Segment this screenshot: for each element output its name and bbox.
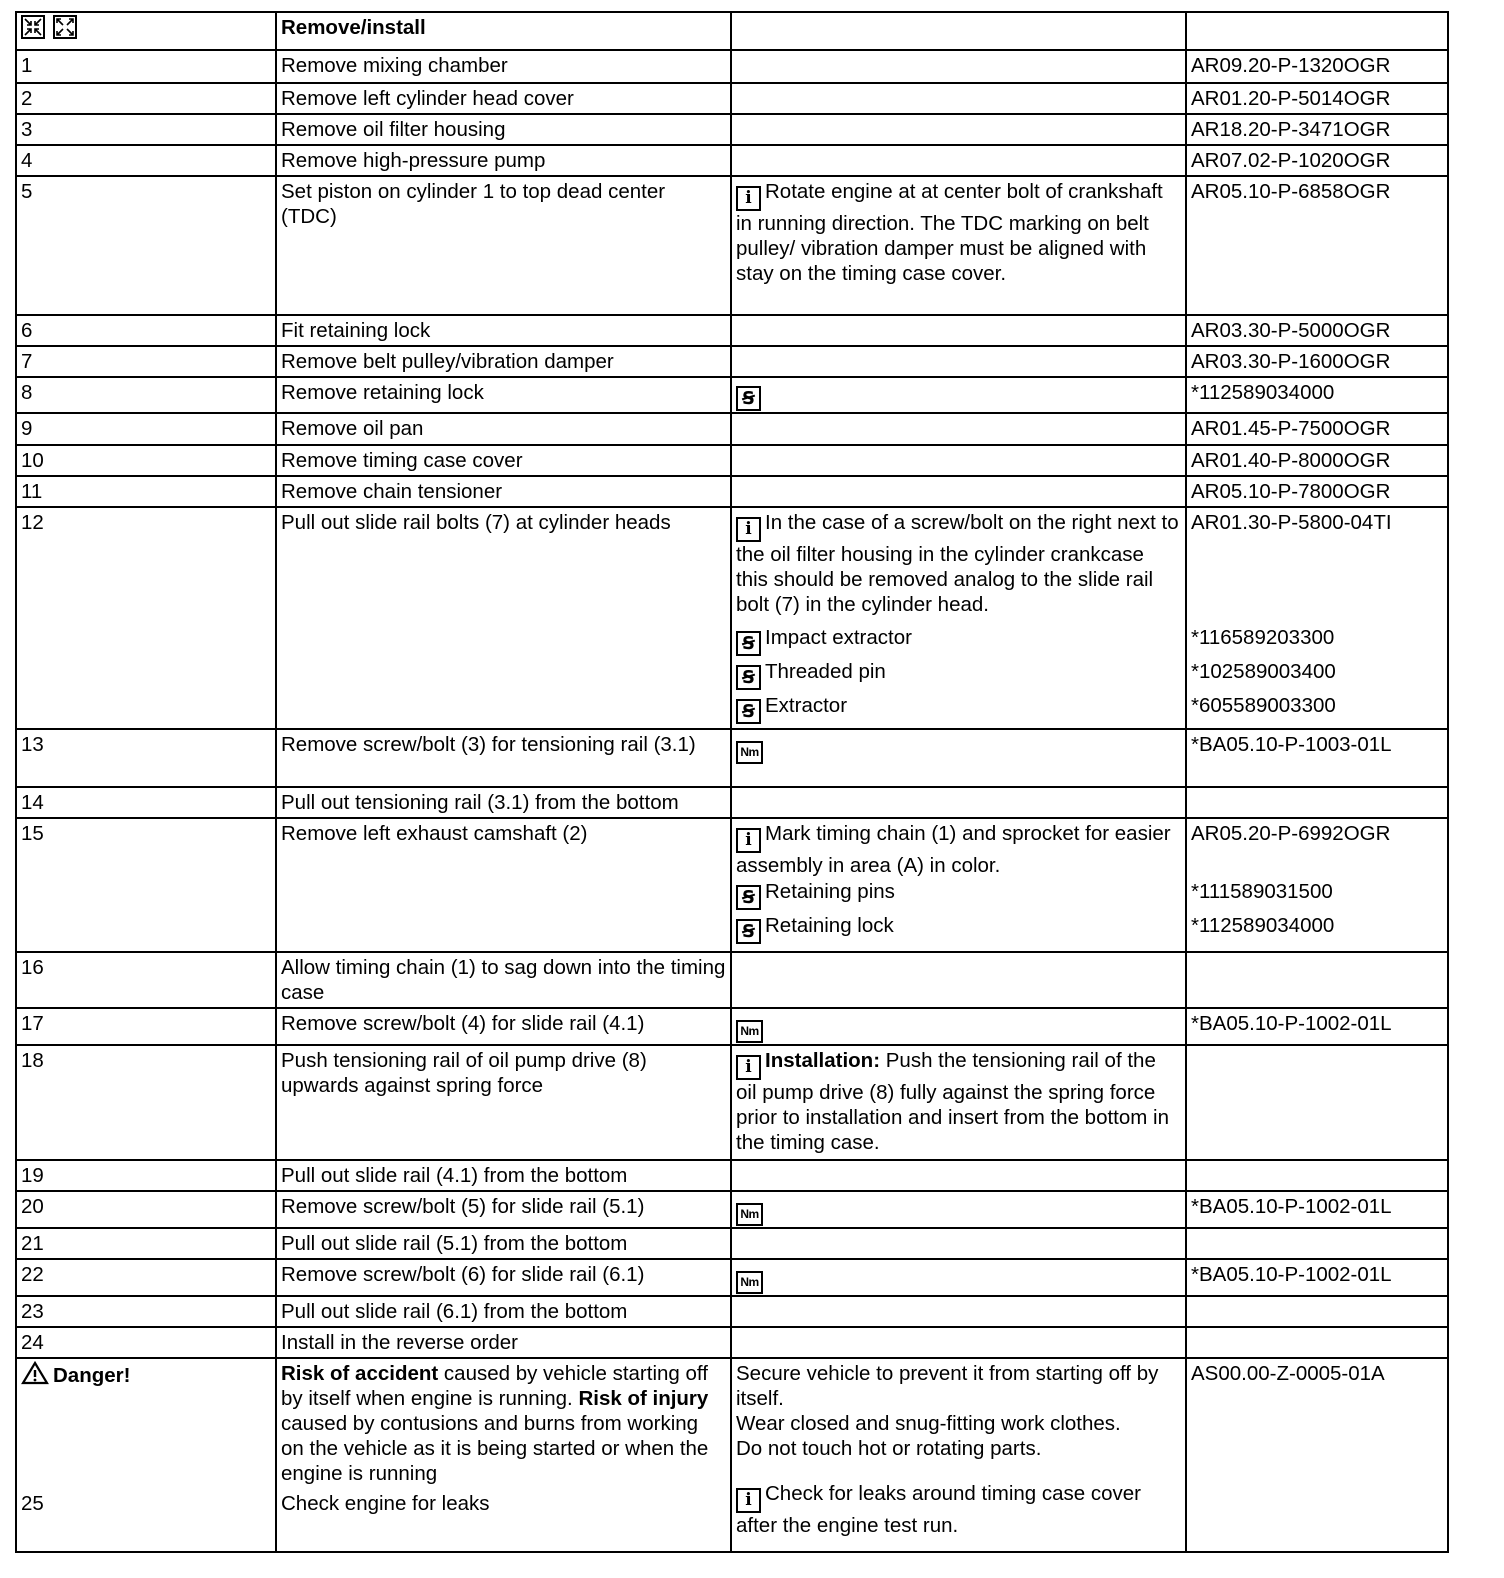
info-icon: i	[736, 1488, 761, 1513]
note-text: In the case of a screw/bolt on the right next to the oil filter housing in the cylinder crankcase this should be removed analog to the slide rail bolt (7) in the cylinder head.	[736, 511, 1179, 616]
tool-number[interactable]: *605589003300	[1191, 694, 1336, 717]
table-row	[16, 1296, 1448, 1327]
danger-label: Danger!	[53, 1364, 131, 1387]
table-cell	[731, 315, 1186, 346]
table-cell	[731, 413, 1186, 445]
note-text: Check for leaks around timing case cover after the engine test run.	[736, 1482, 1142, 1537]
table-row	[16, 1045, 1448, 1160]
table-cell	[731, 50, 1186, 83]
warning-icon	[21, 1361, 49, 1385]
table-row	[16, 952, 1448, 1008]
table-cell	[1186, 787, 1448, 818]
table-row	[16, 1259, 1448, 1296]
tool-number[interactable]: *111589031500	[1191, 880, 1333, 903]
table-cell	[731, 145, 1186, 176]
torque-icon: Nm	[736, 1020, 763, 1043]
table-cell: Remove screw/bolt (3) for tensioning rail (3.1)	[276, 729, 731, 787]
reference-link[interactable]: AR03.30-P-5000OGR	[1186, 315, 1448, 346]
table-cell: Remove chain tensioner	[276, 476, 731, 507]
table-row	[16, 818, 1448, 952]
step-text: Check engine for leaks	[281, 1492, 490, 1515]
table-cell: Secure vehicle to prevent it from starting off by itself. Wear closed and snug-fitting work clothes. Do not touch hot or rotating parts. i Check for leaks around timing case cover after the engine test run.	[731, 1358, 1186, 1552]
header-icons-cell	[16, 12, 276, 50]
info-icon: i	[736, 186, 761, 211]
reference-link[interactable]: AR07.02-P-1020OGR	[1186, 145, 1448, 176]
table-cell: Install in the reverse order	[276, 1327, 731, 1358]
reference-link[interactable]: *BA05.10-P-1003-01L	[1186, 729, 1448, 787]
table-cell	[1186, 818, 1448, 952]
note-text: Push the tensioning rail of the oil pump drive (8) fully against the spring force prior to installation and insert from the bottom in the timing case.	[736, 1049, 1169, 1154]
table-cell	[731, 1160, 1186, 1191]
reference-link[interactable]: *BA05.10-P-1002-01L	[1186, 1008, 1448, 1045]
table-row	[16, 114, 1448, 145]
table-cell	[731, 729, 1186, 787]
table-cell	[731, 12, 1186, 50]
reference-link[interactable]: *BA05.10-P-1002-01L	[1186, 1259, 1448, 1296]
tool-item: Ꞩ Threaded pin	[736, 659, 1181, 693]
table-cell	[731, 1259, 1186, 1296]
table-cell: 12	[16, 507, 276, 729]
table-row	[16, 346, 1448, 377]
table-cell	[1186, 1045, 1448, 1160]
table-row	[16, 1008, 1448, 1045]
special-tool-icon: Ꞩ	[736, 919, 761, 944]
table-cell	[1186, 507, 1448, 729]
table-cell: Fit retaining lock	[276, 315, 731, 346]
reference-link[interactable]: AS00.00-Z-0005-01A	[1186, 1358, 1448, 1552]
tool-item: Ꞩ Retaining pins	[736, 879, 1181, 913]
table-cell: 23	[16, 1296, 276, 1327]
table-cell: Remove belt pulley/vibration damper	[276, 346, 731, 377]
table-cell: Push tensioning rail of oil pump drive (8) upwards against spring force	[276, 1045, 731, 1160]
torque-icon: Nm	[736, 1203, 763, 1226]
info-icon: i	[736, 828, 761, 853]
table-row	[16, 1160, 1448, 1191]
table-cell	[731, 1296, 1186, 1327]
table-cell: Remove oil pan	[276, 413, 731, 445]
table-cell: 16	[16, 952, 276, 1008]
table-cell: 5	[16, 176, 276, 315]
table-cell	[1186, 1327, 1448, 1358]
table-row	[16, 787, 1448, 818]
table-cell	[731, 1327, 1186, 1358]
table-cell: 6	[16, 315, 276, 346]
reference-link[interactable]: AR03.30-P-1600OGR	[1186, 346, 1448, 377]
table-cell	[1186, 1228, 1448, 1259]
table-cell	[731, 952, 1186, 1008]
table-row	[16, 83, 1448, 114]
table-cell: Remove timing case cover	[276, 445, 731, 476]
table-cell: 10	[16, 445, 276, 476]
table-cell: Pull out slide rail (6.1) from the bottom	[276, 1296, 731, 1327]
disassemble-icon	[21, 15, 45, 39]
reference-link[interactable]: AR01.40-P-8000OGR	[1186, 445, 1448, 476]
table-cell: 3	[16, 114, 276, 145]
table-cell: 8	[16, 377, 276, 413]
reference-link[interactable]: AR09.20-P-1320OGR	[1186, 50, 1448, 83]
table-cell: 17	[16, 1008, 276, 1045]
table-cell	[731, 476, 1186, 507]
info-icon: i	[736, 1055, 761, 1080]
table-row	[16, 145, 1448, 176]
reference-link[interactable]: AR01.45-P-7500OGR	[1186, 413, 1448, 445]
header-title: Remove/install	[276, 12, 731, 50]
table-cell: Remove high-pressure pump	[276, 145, 731, 176]
special-tool-icon: Ꞩ	[736, 665, 761, 690]
table-cell: Remove oil filter housing	[276, 114, 731, 145]
table-cell: Remove retaining lock	[276, 377, 731, 413]
table-cell: 2	[16, 83, 276, 114]
note-text: Mark timing chain (1) and sprocket for easier assembly in area (A) in color.	[736, 822, 1171, 877]
table-cell	[1186, 12, 1448, 50]
special-tool-icon: Ꞩ	[736, 386, 761, 411]
tool-item: Ꞩ Impact extractor	[736, 625, 1181, 659]
table-cell: Remove screw/bolt (4) for slide rail (4.1)	[276, 1008, 731, 1045]
danger-row	[16, 1358, 1448, 1552]
table-cell	[731, 787, 1186, 818]
table-cell: Remove screw/bolt (5) for slide rail (5.1)	[276, 1191, 731, 1228]
table-cell	[731, 445, 1186, 476]
table-cell: 20	[16, 1191, 276, 1228]
table-cell: Pull out slide rail bolts (7) at cylinder heads	[276, 507, 731, 729]
table-row	[16, 445, 1448, 476]
table-cell: 14	[16, 787, 276, 818]
table-cell: 13	[16, 729, 276, 787]
table-cell	[731, 1228, 1186, 1259]
reference-link[interactable]: AR01.20-P-5014OGR	[1186, 83, 1448, 114]
table-cell	[731, 377, 1186, 413]
note-text: Rotate engine at at center bolt of crankshaft in running direction. The TDC marking on belt pulley/ vibration damper must be aligned with stay on the timing case cover.	[736, 180, 1163, 285]
table-cell: 1	[16, 50, 276, 83]
table-row	[16, 476, 1448, 507]
table-cell: Pull out slide rail (5.1) from the bottom	[276, 1228, 731, 1259]
table-cell: 15	[16, 818, 276, 952]
table-cell: 21	[16, 1228, 276, 1259]
torque-icon: Nm	[736, 741, 763, 764]
table-cell: Risk of accident caused by vehicle starting off by itself when engine is running. Risk of injury caused by contusions and burns from working on the vehicle as it is being started or when the engine is running Check engine for leaks	[276, 1358, 731, 1552]
special-tool-icon: Ꞩ	[736, 699, 761, 724]
tool-number[interactable]: *116589203300	[1191, 626, 1335, 649]
assemble-icon	[53, 15, 77, 39]
table-row	[16, 377, 1448, 413]
reference-link[interactable]: *BA05.10-P-1002-01L	[1186, 1191, 1448, 1228]
table-cell	[731, 507, 1186, 729]
table-row	[16, 729, 1448, 787]
table-row	[16, 507, 1448, 729]
table-cell	[1186, 1296, 1448, 1327]
table-row	[16, 1228, 1448, 1259]
header-row	[16, 12, 1448, 50]
special-tool-icon: Ꞩ	[736, 631, 761, 656]
step-number: 25	[21, 1492, 44, 1515]
reference-link[interactable]: AR05.10-P-6858OGR	[1186, 176, 1448, 315]
tool-number[interactable]: *102589003400	[1191, 660, 1336, 683]
table-cell	[731, 1008, 1186, 1045]
table-cell: Allow timing chain (1) to sag down into the timing case	[276, 952, 731, 1008]
info-icon: i	[736, 517, 761, 542]
reference-link[interactable]: AR05.10-P-7800OGR	[1186, 476, 1448, 507]
table-cell: Pull out slide rail (4.1) from the bottom	[276, 1160, 731, 1191]
table-cell: 4	[16, 145, 276, 176]
torque-icon: Nm	[736, 1271, 763, 1294]
table-cell: Remove mixing chamber	[276, 50, 731, 83]
table-cell	[731, 83, 1186, 114]
table-cell: 7	[16, 346, 276, 377]
table-row	[16, 176, 1448, 315]
tool-item: Ꞩ Retaining lock	[736, 913, 1181, 947]
table-cell: 19	[16, 1160, 276, 1191]
table-cell: 9	[16, 413, 276, 445]
table-cell: 11	[16, 476, 276, 507]
reference-link[interactable]: AR18.20-P-3471OGR	[1186, 114, 1448, 145]
table-cell: 18	[16, 1045, 276, 1160]
table-cell	[731, 818, 1186, 952]
table-cell	[731, 1045, 1186, 1160]
table-row	[16, 1327, 1448, 1358]
reference-link[interactable]: AR05.20-P-6992OGR	[1191, 822, 1391, 845]
table-cell: 24	[16, 1327, 276, 1358]
table-cell	[731, 114, 1186, 145]
table-cell	[731, 176, 1186, 315]
tool-number[interactable]: *112589034000	[1191, 914, 1335, 937]
tool-item: Ꞩ Extractor	[736, 693, 1181, 727]
table-cell	[16, 1358, 276, 1552]
table-cell: Pull out tensioning rail (3.1) from the bottom	[276, 787, 731, 818]
table-row	[16, 50, 1448, 83]
table-cell	[1186, 952, 1448, 1008]
table-cell: Remove left cylinder head cover	[276, 83, 731, 114]
note-label: Installation:	[765, 1049, 881, 1072]
special-tool-icon: Ꞩ	[736, 885, 761, 910]
table-row	[16, 1191, 1448, 1228]
table-cell: Remove screw/bolt (6) for slide rail (6.1)	[276, 1259, 731, 1296]
table-cell	[1186, 1160, 1448, 1191]
table-cell	[731, 346, 1186, 377]
tool-number[interactable]: *112589034000	[1186, 377, 1448, 413]
table-cell	[731, 1191, 1186, 1228]
table-cell: 22	[16, 1259, 276, 1296]
table-row	[16, 413, 1448, 445]
reference-link[interactable]: AR01.30-P-5800-04TI	[1191, 511, 1392, 534]
procedure-table	[15, 11, 1449, 1553]
table-row	[16, 315, 1448, 346]
table-cell: Remove left exhaust camshaft (2)	[276, 818, 731, 952]
table-cell: Set piston on cylinder 1 to top dead center (TDC)	[276, 176, 731, 315]
